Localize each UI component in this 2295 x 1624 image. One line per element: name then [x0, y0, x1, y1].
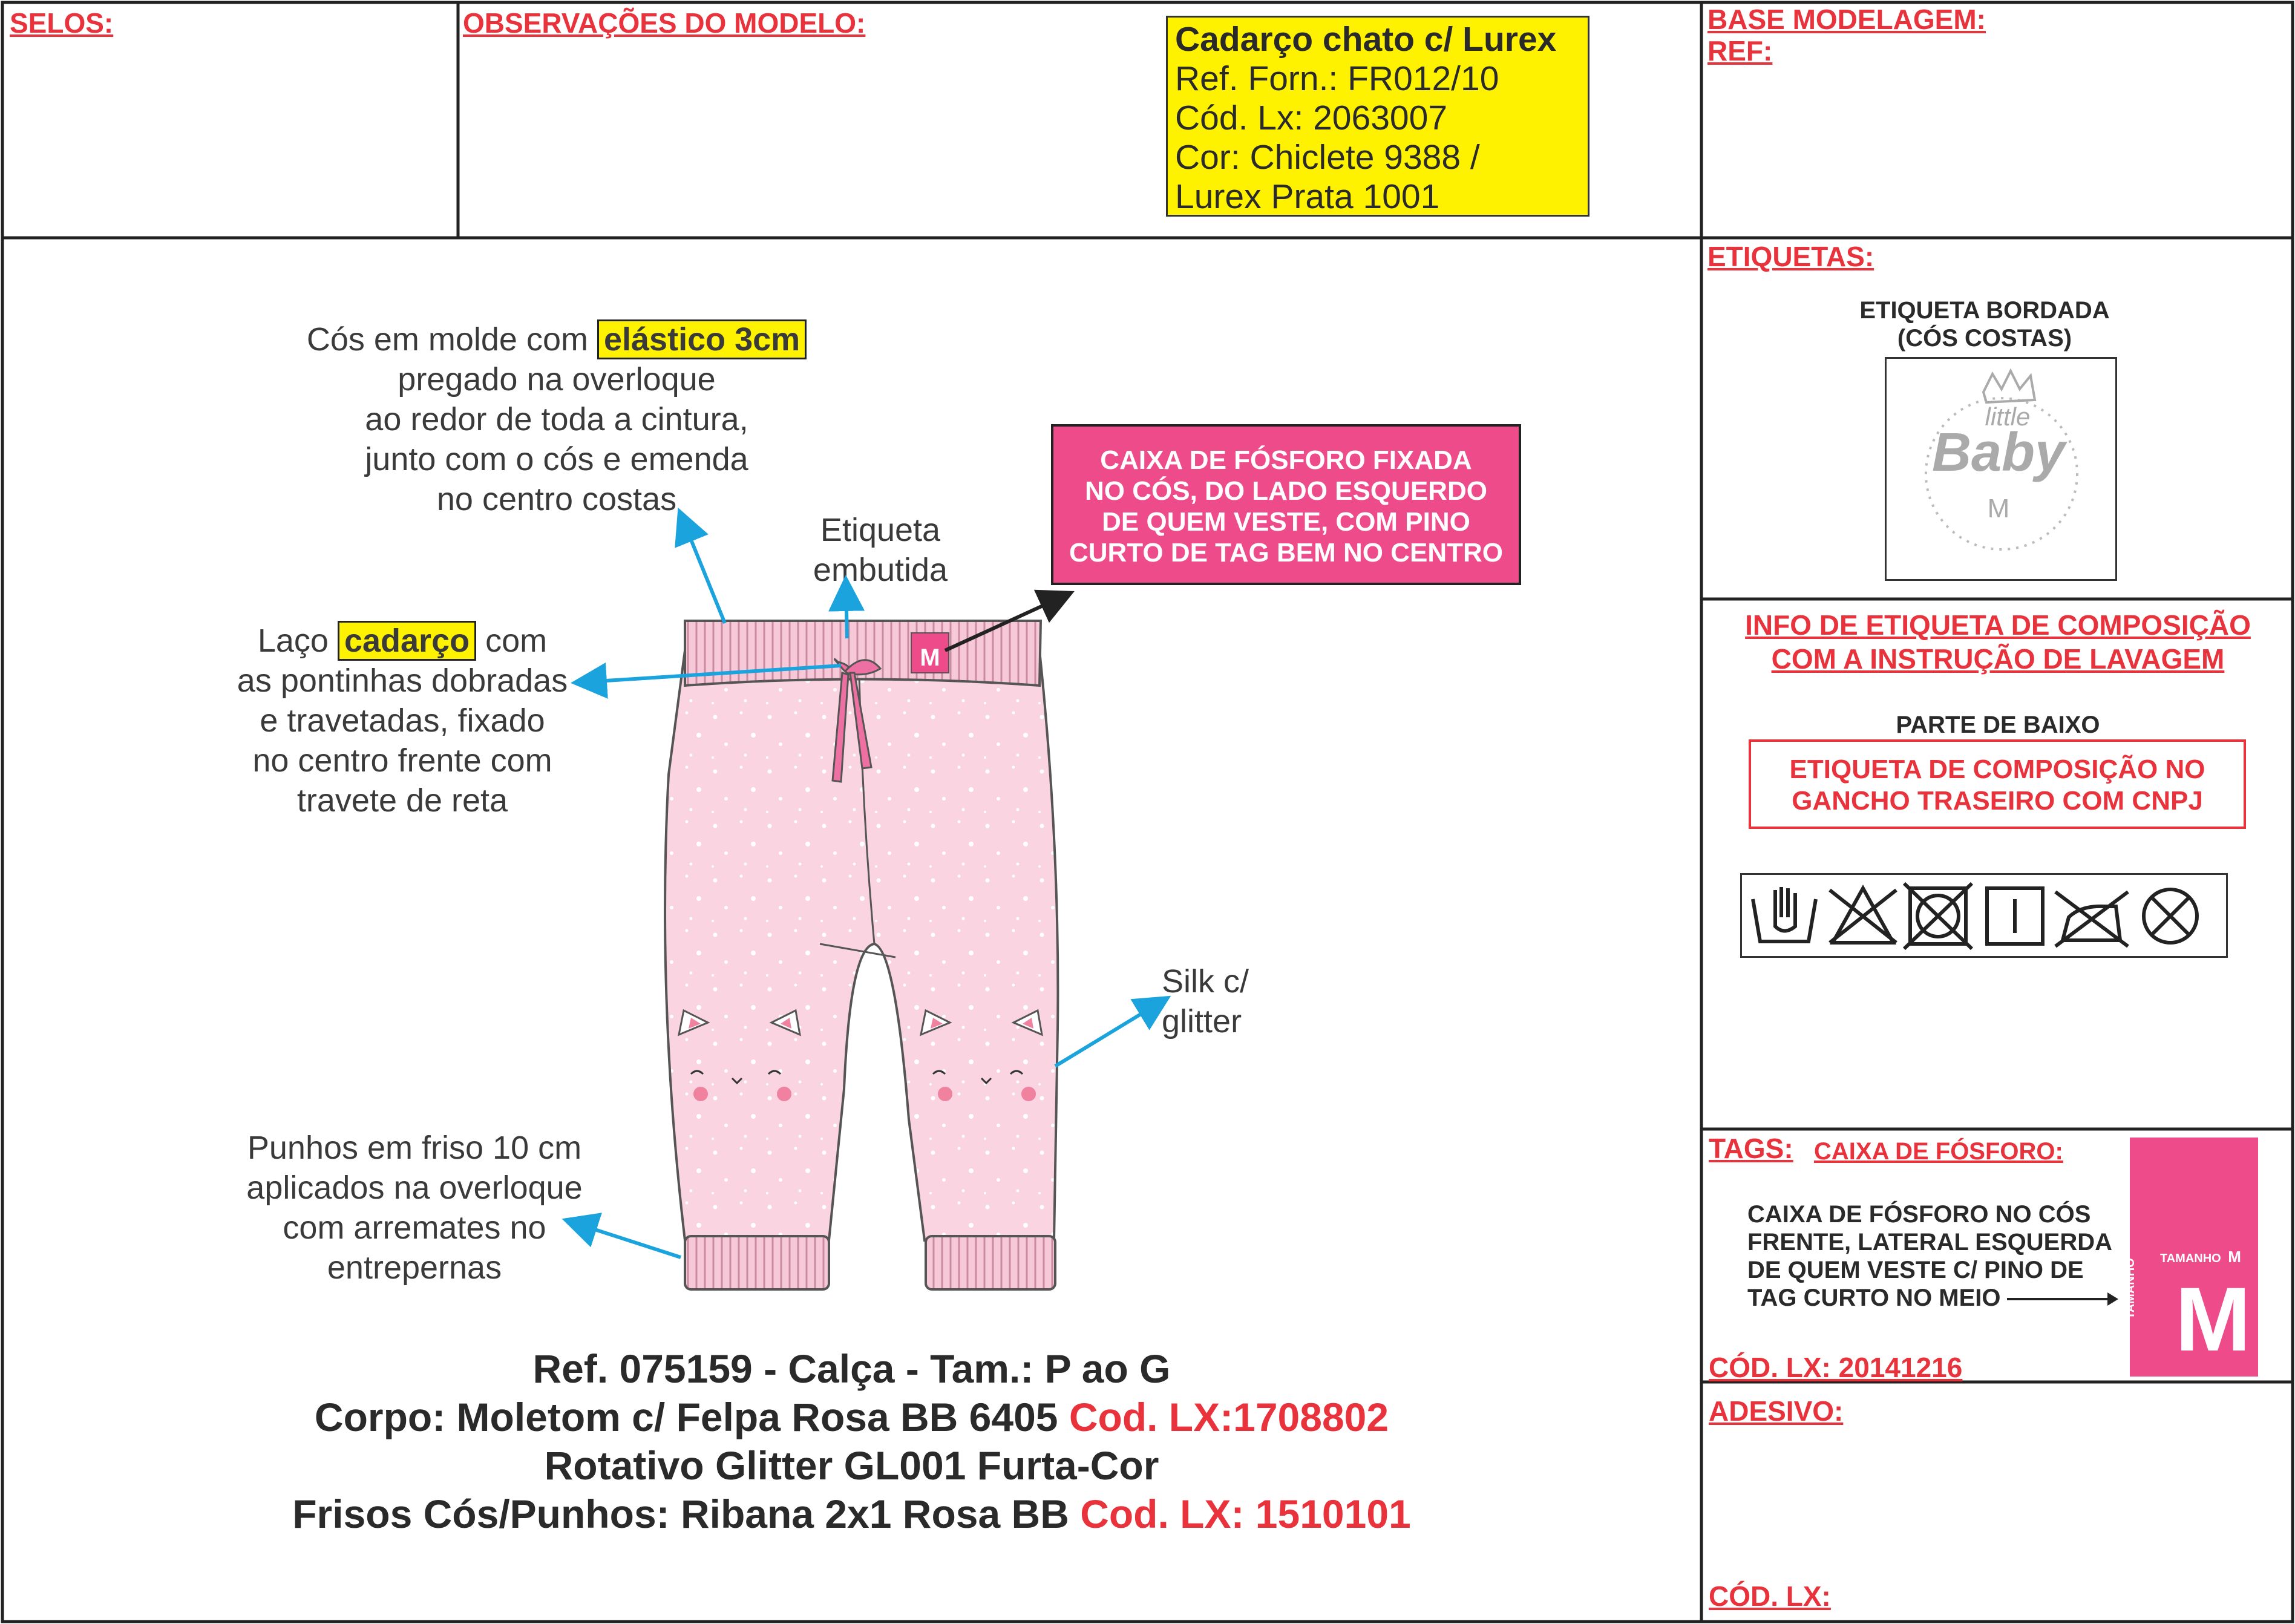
- cod-lx-adesivo: CÓD. LX:: [1709, 1580, 1831, 1612]
- crown-icon: [1983, 371, 2035, 402]
- tag-tamanho-row: [2160, 1248, 2241, 1266]
- cos-note-line3: ao redor de toda a cintura,: [365, 401, 748, 437]
- tag-tamanho-vertical: TAMANHO: [2124, 1258, 2137, 1319]
- laco-note-line2: as pontinhas dobradas: [237, 663, 568, 699]
- comp-line1: ETIQUETA DE COMPOSIÇÃO NO: [1789, 755, 2205, 784]
- tags-line4: TAG CURTO NO MEIO: [1747, 1285, 2001, 1311]
- cos-note-pre: Cós em molde com: [306, 321, 597, 358]
- etiqueta-note-line2: embutida: [813, 552, 948, 588]
- cadarco-lurex: Lurex Prata 1001: [1175, 177, 1440, 216]
- bordada-line2: (CÓS COSTAS): [1897, 325, 2072, 352]
- punhos-note-line4: entrepernas: [327, 1249, 502, 1286]
- laco-note-line5: travete de reta: [296, 782, 508, 819]
- selos-label: SELOS:: [10, 7, 114, 39]
- little-baby-logo: [1887, 359, 2115, 579]
- composicao-location-box: [1749, 739, 2246, 829]
- arrow-cos: [681, 514, 725, 623]
- comp-line2: GANCHO TRASEIRO COM CNPJ: [1792, 786, 2203, 816]
- tags-line1: CAIXA DE FÓSFORO NO CÓS: [1747, 1201, 2091, 1228]
- cadarco-ref: Ref. Forn.: FR012/10: [1175, 59, 1499, 98]
- tags-left-rule: [1700, 1129, 1702, 1382]
- spec-corpo-dark: Corpo: Moletom c/ Felpa Rosa BB 6405: [314, 1395, 1069, 1439]
- adesivo-label: ADESIVO:: [1709, 1395, 1844, 1427]
- info-composicao-title: [1707, 608, 2288, 676]
- no-tumble-dry-icon: [1904, 883, 1972, 949]
- tags-line2: FRENTE, LATERAL ESQUERDA: [1747, 1229, 2112, 1256]
- laco-note-post: com: [476, 623, 548, 659]
- spec-frisos-dark: Frisos Cós/Punhos: Ribana 2x1 Rosa BB: [292, 1491, 1081, 1536]
- logo-baby-text: Baby: [1931, 422, 2066, 483]
- silk-note-line2: glitter: [1162, 1003, 1242, 1040]
- elastico-highlight: elástico 3cm: [597, 319, 807, 359]
- pink-box-line3: DE QUEM VESTE, COM PINO: [1102, 507, 1470, 537]
- mini-tag-letter: M: [920, 644, 940, 671]
- cuff-left: [685, 1236, 829, 1289]
- spec-corpo-code: Cod. LX:1708802: [1069, 1395, 1389, 1439]
- cadarco-cod: Cód. Lx: 2063007: [1175, 99, 1448, 137]
- laco-note-line3: e travetadas, fixado: [260, 702, 545, 739]
- hand-wash-icon: [1753, 887, 1816, 941]
- etiqueta-note-line1: Etiqueta: [820, 512, 941, 548]
- spec-corpo-line: [151, 1393, 1552, 1441]
- info-line2: COM A INSTRUÇÃO DE LAVAGEM: [1771, 643, 2225, 675]
- pink-box-line4: CURTO DE TAG BEM NO CENTRO: [1069, 538, 1504, 568]
- spec-ref-line: Ref. 075159 - Calça - Tam.: P ao G: [532, 1346, 1171, 1391]
- logo-size-text: M: [1987, 494, 2010, 523]
- silk-note-line1: Silk c/: [1162, 963, 1249, 1000]
- cadarco-highlight: cadarço: [338, 621, 476, 661]
- tags-line3: DE QUEM VESTE C/ PINO DE: [1747, 1257, 2084, 1283]
- woven-label-box: [1885, 357, 2117, 581]
- cod-lx-tags: CÓD. LX: 20141216: [1709, 1352, 1963, 1383]
- bordada-line1: ETIQUETA BORDADA: [1859, 297, 2110, 324]
- pink-box-line2: NO CÓS, DO LADO ESQUERDO: [1085, 476, 1487, 506]
- line-dry-icon: [1987, 888, 2043, 944]
- cadarco-cor: Cor: Chiclete 9388 /: [1175, 138, 1480, 177]
- spec-frisos-line: [151, 1490, 1552, 1538]
- arrow-right-icon: [2007, 1298, 2116, 1300]
- cos-note-line2: pregado na overloque: [398, 361, 716, 398]
- cos-note-line5: no centro costas: [436, 481, 677, 517]
- cadarco-title: Cadarço chato c/ Lurex: [1175, 20, 1557, 59]
- observacoes-label: OBSERVAÇÕES DO MODELO:: [463, 7, 866, 39]
- arrow-silk: [1055, 1000, 1165, 1066]
- tags-description: [1747, 1200, 2116, 1312]
- base-modelagem-label: BASE MODELAGEM:: [1707, 4, 1986, 35]
- spec-text-block: [151, 1344, 1552, 1538]
- arrow-etiqueta: [846, 582, 847, 638]
- matchbox-tag: [2124, 1138, 2258, 1377]
- wash-care-symbols: [1740, 873, 2228, 958]
- tag-tamanho-text: TAMANHO: [2160, 1252, 2221, 1265]
- caixa-fosforo-label: CAIXA DE FÓSFORO:: [1814, 1138, 2063, 1165]
- logo-little-text: little: [1985, 402, 2031, 431]
- parte-de-baixo-label: PARTE DE BAIXO: [1896, 712, 2100, 738]
- punhos-note-line3: com arremates no: [283, 1210, 546, 1246]
- spec-rotativo-line: Rotativo Glitter GL001 Furta-Cor: [544, 1443, 1159, 1488]
- ref-label: REF:: [1707, 35, 1773, 67]
- no-iron-icon: [2055, 892, 2128, 946]
- etiqueta-bordada-title: [1803, 296, 2166, 352]
- no-dry-clean-icon: [2144, 889, 2197, 943]
- cos-note-line4: junto com o cós e emenda: [365, 441, 748, 477]
- spec-frisos-code: Cod. LX: 1510101: [1080, 1491, 1411, 1536]
- pink-box-line1: CAIXA DE FÓSFORO FIXADA: [1100, 445, 1472, 475]
- punhos-note-line2: aplicados na overloque: [246, 1170, 583, 1206]
- matchbox-tag-mini: [911, 633, 949, 673]
- tag-big-letter: M: [2175, 1268, 2251, 1370]
- info-line1: INFO DE ETIQUETA DE COMPOSIÇÃO: [1745, 609, 2251, 641]
- etiquetas-label: ETIQUETAS:: [1707, 241, 1874, 272]
- tag-small-letter: M: [2228, 1248, 2241, 1266]
- punhos-note-line1: Punhos em friso 10 cm: [247, 1130, 582, 1166]
- no-bleach-icon: [1830, 888, 1896, 943]
- cuff-right: [926, 1236, 1055, 1289]
- laco-note-pre: Laço: [257, 623, 338, 659]
- arrow-punhos: [569, 1221, 681, 1257]
- tags-label: TAGS:: [1709, 1133, 1793, 1164]
- laco-note-line4: no centro frente com: [252, 742, 552, 779]
